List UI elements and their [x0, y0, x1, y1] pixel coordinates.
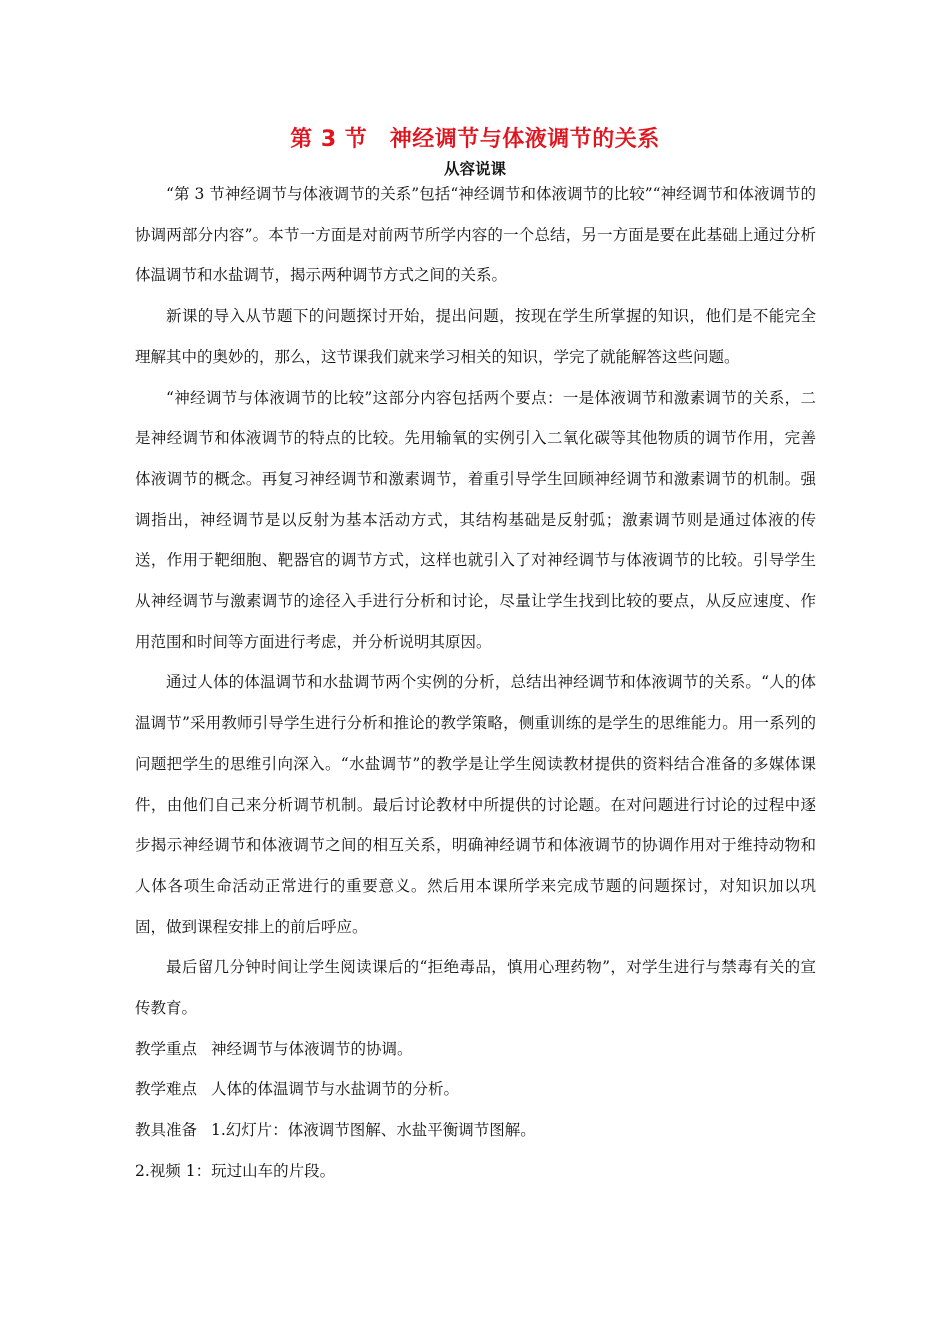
- teaching-aids-label: 教具准备: [135, 1121, 198, 1140]
- paragraph-comparison: “神经调节与体液调节的比较”这部分内容包括两个要点：一是体液调节和激素调节的关系，二是神经调节和体液调节的特点的比较。先用输氧的实例引入二氧化碳等其他物质的调节作用，完善体液调节的概念。再复习神经调节和激素调节，着重引导学生回顾神经调节和激素调节的机制。强调指出，神经调节是以反射为基本活动方式，其结构基础是反射弧；激素调节则是通过体液的传送，作用于靶细胞、靶器官的调节方式，这样也就引入了对神经调节与体液调节的比较。引导学生从神经调节与激素调节的途径入手进行分析和讨论，尽量让学生找到比较的要点，从反应速度、作用范围和时间等方面进行考虑，并分析说明其原因。: [135, 388, 816, 651]
- page-title: 第 3 节 神经调节与体液调节的关系: [290, 127, 660, 152]
- teaching-aids-text: 1.幻灯片：体液调节图解、水盐平衡调节图解。: [211, 1121, 536, 1140]
- page-subtitle: 从容说课: [443, 160, 506, 178]
- paragraph-relationship: 通过人体的体温调节和水盐调节两个实例的分析，总结出神经调节和体液调节的关系。“人的体温调节”采用教师引导学生进行分析和推论的教学策略，侧重训练的是学生的思维能力。用一系列的问题把学生的思维引向深入。“水盐调节”的教学是让学生阅读教材提供的资料结合准备的多媒体课件，由他们自己来分析调节机制。最后讨论教材中所提供的讨论题。在对问题进行讨论的过程中逐步揭示神经调节和体液调节之间的相互关系，明确神经调节和体液调节的协调作用对于维持动物和人体各项生命活动正常进行的重要意义。然后用本课所学来完成节题的问题探讨，对知识加以巩固，做到课程安排上的前后呼应。: [135, 673, 816, 936]
- paragraph-intro: “第 3 节神经调节与体液调节的关系”包括“神经调节和体液调节的比较”“神经调节和体液调节的协调两部分内容”。本节一方面是对前两节所学内容的一个总结，另一方面是要在此基础上通过分析体温调节和水盐调节，揭示两种调节方式之间的关系。: [135, 185, 816, 285]
- teaching-aids-video: 2.视频 1：玩过山车的片段。: [135, 1161, 336, 1180]
- teaching-focus-text: 神经调节与体液调节的协调。: [211, 1039, 413, 1058]
- document-body: [135, 174, 816, 1192]
- teaching-aids: [135, 1110, 816, 1151]
- teaching-focus: [135, 1029, 816, 1070]
- paragraph-closing: 最后留几分钟时间让学生阅读课后的“拒绝毒品，慎用心理药物”，对学生进行与禁毒有关的宣传教育。: [135, 958, 816, 1018]
- teaching-difficulty-label: 教学难点: [135, 1080, 198, 1099]
- paragraph-lead-in: 新课的导入从节题下的问题探讨开始，提出问题，按现在学生所掌握的知识，他们是不能完全理解其中的奥妙的，那么，这节课我们就来学习相关的知识，学完了就能解答这些问题。: [135, 307, 816, 366]
- teaching-difficulty-text: 人体的体温调节与水盐调节的分析。: [211, 1080, 460, 1099]
- teaching-difficulty: [135, 1069, 816, 1110]
- teaching-focus-label: 教学重点: [135, 1039, 198, 1058]
